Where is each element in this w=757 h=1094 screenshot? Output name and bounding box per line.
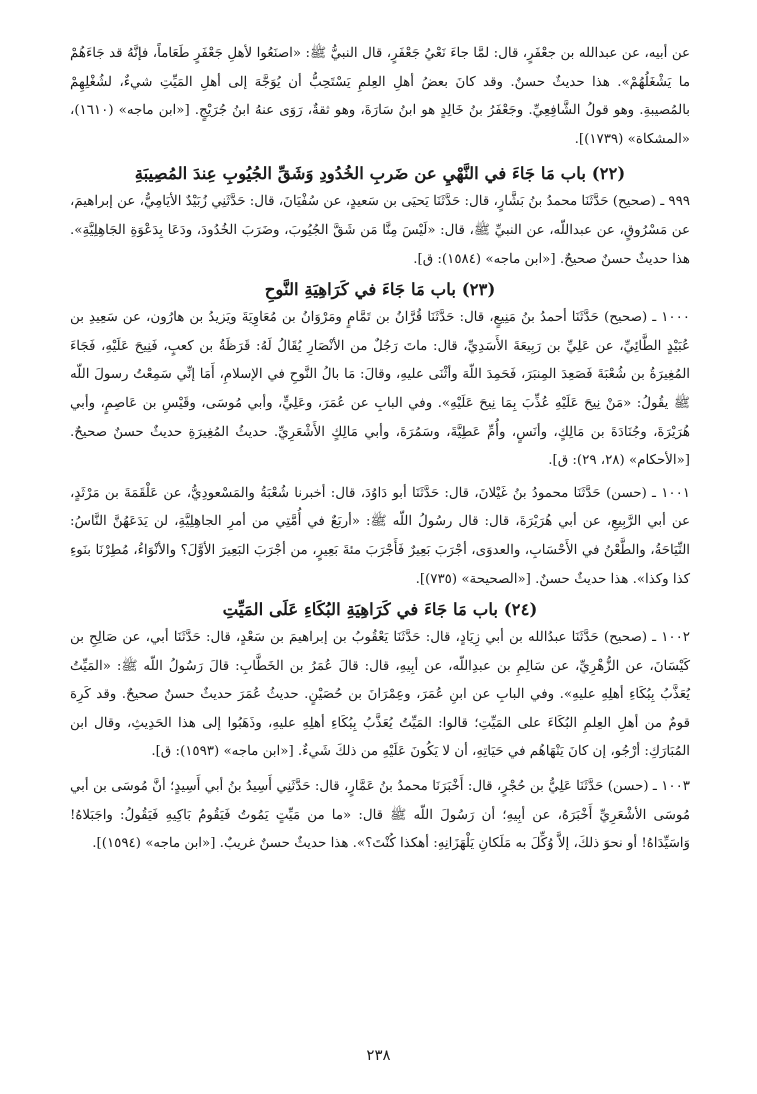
chapter-heading-24: (٢٤) باب مَا جَاءَ في كَرَاهِيَةِ البُكَاءِ عَلَى المَيِّتِ [222, 599, 538, 620]
hadith-1002: ١٠٠٢ ـ (صحيح) حَدَّثَنَا عبدُالله بن أبي زِيَادٍ، قال: حَدَّثَنَا يَعْقُوبُ بن إبراهيمَ بن سَعْدٍ، قال: حَدَّثَنَا أبي، عن صَالِحِ بن كَيْسَانَ، عن الزُّهْرِيِّ، عن سَالِمِ بن عبدِاللّه، عن أبِيهِ، قال: قالَ عُمَرُ بن الخَطَّابِ: قالَ رَسُولُ اللّه ﷺ: «المَيِّتُ يُعَذَّبُ بِبُكَاءِ أهلِهِ عليهِ». وفي البابِ عن ابنِ عُمَرَ، وعِمْرَانَ بن حُصَيْنٍ. حديثُ عُمَرَ حديثٌ حسنٌ صحيحٌ. وقد كَرِهَ قومٌ من أهلِ العِلمِ البُكَاءَ على المَيِّتِ؛ قالوا: المَيِّتُ يُعَذَّبُ بِبُكَاءِ أهلِهِ عليهِ، وذَهَبُوا إلى هذا الحَدِيثِ، وقال ابن المُبَارَكِ: أرْجُو، إن كانَ يَنْهَاهُم في حَيَاتِهِ، أن لا يَكُونَ عَلَيْهِ من ذلكَ شَيءٌ. [«ابن ماجه» (١٥٩٣): ق]. [70, 630, 690, 760]
chapter-heading-23: (٢٣) باب مَا جَاءَ في كَرَاهِيَةِ النَّوحِ [264, 279, 496, 300]
hadith-1000: ١٠٠٠ ـ (صحيح) حَدَّثَنَا أحمدُ بنُ مَنِيعٍ، قال: حَدَّثَنَا قُرَّانُ بن تَمَّامٍ ومَرْوَانُ بن مُعَاوِيَةَ ويَزيدُ بن هارُون، عن سَعِيدِ بن عُبَيْدٍ الطَّائِيِّ، عن عَلِيِّ بن رَبِيعَةَ الأَسَدِيِّ، قال: ماتَ رَجُلٌ من الأنْصَارِ يُقَالُ لَهُ: قَرَظَةُ بن كعبٍ، فَنِيحَ عَلَيْهِ، فَجَاءَ المُغِيرَةُ بن شُعْبَةَ فَصَعِدَ المِنبَرَ، فَحَمِدَ اللّهَ وأثْنَى عليهِ، وقالَ: مَا بالُ النَّوحِ في الإسلامِ، أَمَا إنِّي سَمِعْتُ رسولَ اللّه ﷺ يقُولُ: «مَنْ نِيحَ عَلَيْهِ عُذِّبَ بِمَا نِيحَ عَلَيْهِ». وفي البابِ عن عُمَرَ، وعَلِيٍّ، وأبي مُوسَى، وقَيْسِ بن عَاصِمٍ، وأبي هُرَيْرَةَ، وجُنَادَةَ بن مَالِكٍ، وأنَسٍ، وأُمِّ عَطِيَّةَ، وسَمُرَةَ، وأبي مَالِكٍ الأَشْعَرِيِّ. حديثُ المُغِيرَةِ حديثٌ حسنٌ صحيحٌ. [«الأحكام» (٢٨، ٢٩): ق]. [70, 310, 690, 469]
hadith-1003: ١٠٠٣ ـ (حسن) حَدَّثَنَا عَلِيُّ بن حُجْرٍ، قال: أَخْبَرَنَا محمدُ بنُ عَمَّارٍ، قال: حَدَّثَنِي أَسِيدُ بنُ أبي أَسِيدٍ؛ أنَّ مُوسَى بن أبي مُوسَى الأشْعَرِيِّ أَخْبَرَهُ، عن أبِيهِ؛ أن رَسُولَ اللّه ﷺ قال: «ما من مَيِّتٍ يَمُوتُ فَيَقُومُ بَاكِيهِ فَيَقُولُ: واجَبَلاهُ! وَاسَيِّدَاهُ! أو نحوَ ذلكَ، إلاَّ وُكِّلَ به مَلَكانِ يَلْهَزَانِهِ: أهكذا كُنْتَ؟». هذا حديثٌ حسنٌ غريبٌ. [«ابن ماجه» (١٥٩٤)]. [70, 779, 690, 852]
chapter-heading-22: (٢٢) باب مَا جَاءَ في النَّهْيِ عن ضَربِ الخُدُودِ وَشَقِّ الجُيُوبِ عِندَ المُصِيبَةِ [134, 163, 626, 184]
hadith-1001: ١٠٠١ ـ (حسن) حَدَّثَنَا محمودُ بنُ غَيْلانَ، قال: حَدَّثَنَا أبو دَاوُدَ، قال: أخبرنا شُعْبَةُ والمَسْعودِيُّ، عن عَلْقَمَةَ بن مَرْثَدٍ، عن أبي الرَّبِيعِ، عن أبي هُرَيْرَةَ، قال: قال رسُولُ اللّه ﷺ: «أربَعٌ في أُمَّتِي من أمرِ الجاهِلِيَّةِ، لن يَدَعَهُنَّ النَّاسُ: النِّيَاحَةُ، والطَّعْنُ في الأَحْسَابِ، والعدوَى، أجْرَبَ بَعِيرٌ فَأَجْرَبَ مئةَ بَعِيرٍ، من أجْرَبَ البَعِيرَ الأوَّلَ؟ والأنْوَاءُ، مُطِرْنَا بنَوءِ كذا وكذا». هذا حديثٌ حسنٌ. [«الصحيحة» (٧٣٥)]. [70, 485, 690, 587]
page-number: ٢٣٨ [366, 1046, 391, 1064]
hadith-999: ٩٩٩ ـ (صحيح) حَدَّثَنَا محمدُ بنُ بَشَّارٍ، قال: حَدَّثَنَا يَحيَى بن سَعيدٍ، عن سُفْيَانَ، قال: حَدَّثَنِي زُبَيْدٌ الأيَامِيُّ، عن إبراهيمَ، عن مَسْرُوقٍ، عن عبداللّه، عن النبيِّ ﷺ، قال: «لَيْسَ مِنَّا مَن شَقَّ الجُيُوبَ، وضَرَبَ الخُدُودَ، ودَعَا بِدَعْوَةِ الجَاهِلِيَّةِ». هذا حديثٌ حسنٌ صحيحٌ. [«ابن ماجه» (١٥٨٤): ق]. [70, 194, 690, 267]
page-body [70, 40, 690, 859]
paragraph-continuation: عن أبيه، عن عبدالله بن جعْفَرٍ، قال: لمَّا جاءَ نَعْيُ جَعْفَرٍ، قال النبيُّ ﷺ: «اصنَعُوا لأهلِ جَعْفَرٍ طَعَاماً، فإنَّهُ قد جَاءَهُمْ ما يَشْغَلُهُمْ». هذا حديثٌ حسنٌ. وقد كانَ بعضُ أهلِ العِلمِ يَسْتَحِبُّ أن يُوَجَّهَ إلى أهلِ المَيِّتِ شيءٌ، لشُغْلِهِمْ بالمُصيبةِ. وهو قولُ الشَّافِعِيِّ. وجَعْفَرُ بنُ خَالِدٍ هو ابنُ سَارَةَ، وهو ثقةٌ، رَوَى عنهُ ابنُ جُرَيْجٍ. [«ابن ماجه» (١٦١٠)، «المشكاة» (١٧٣٩)]. [70, 46, 690, 147]
